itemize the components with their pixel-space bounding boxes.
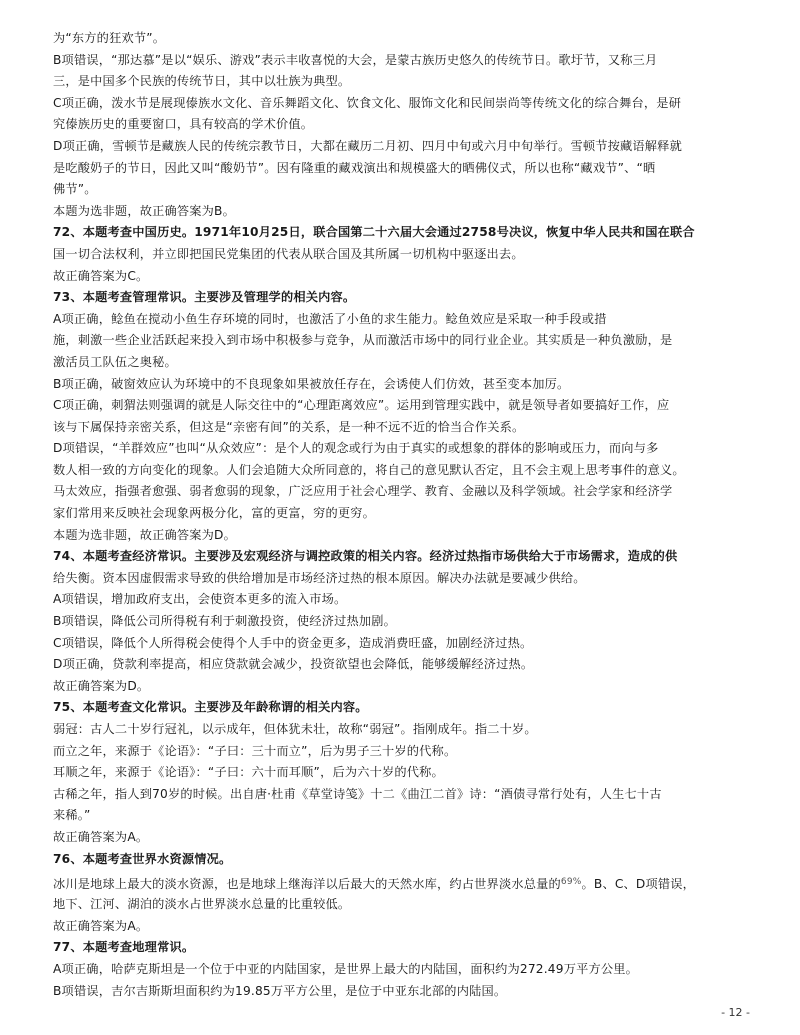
question-heading-75: 75、本题考查文化常识。主要涉及年龄称谓的相关内容。 <box>53 700 368 715</box>
text-line: 家们常用来反映社会现象两极分化，富的更富，穷的更穷。 <box>53 506 376 521</box>
text-line: 为“东方的狂欢节”。 <box>53 31 166 45</box>
question-heading-72: 72、本题考查中国历史。1971年10月25日，联合国第二十六届大会通过2758号决议，恢复中华人民共和国在联合 <box>53 225 695 240</box>
answer-line: 故正确答案为A。 <box>53 918 149 933</box>
text-line: 数人相一致的方向变化的现象。人们会追随大众所同意的，将自己的意见默认否定，且不会主观上思考事件的意义。 <box>53 462 685 477</box>
text-line: B项正确，破窗效应认为环境中的不良现象如果被放任存在，会诱使人们仿效，甚至变本加厉。 <box>53 376 570 391</box>
text-line: 激活员工队伍之奥秘。 <box>53 354 177 369</box>
text-line: 是吃酸奶子的节日，因此又叫“酸奶节”。因有隆重的藏戏演出和规模盛大的晒佛仪式，所以也称“藏戏节”、“晒 <box>53 160 656 175</box>
document-body <box>53 28 753 1002</box>
text-line: B项错误，吉尔吉斯斯坦面积约为19.85万平方公里，是位于中亚东北部的内陆国。 <box>53 983 507 998</box>
answer-line: 故正确答案为A。 <box>53 829 149 844</box>
text-line: 来稀。” <box>53 808 91 823</box>
text-line: 该与下属保持亲密关系，但这是“亲密有间”的关系，是一种不远不近的恰当合作关系。 <box>53 419 525 434</box>
glacier-tail: 。B、C、D项错误， <box>581 877 696 892</box>
answer-line: 故正确答案为D。 <box>53 678 150 693</box>
text-line: 三，是中国多个民族的传统节日，其中以壮族为典型。 <box>53 74 351 89</box>
text-line: C项正确，泼水节是展现傣族水文化、音乐舞蹈文化、饮食文化、服饰文化和民间崇尚等传统文化的综合舞台，是研 <box>53 95 682 110</box>
text-line: D项错误，“羊群效应”也叫“从众效应”：是个人的观念或行为由于真实的或想象的群体的影响或压力，而向与多 <box>53 441 659 456</box>
text-line: 国一切合法权利，并立即把国民党集团的代表从联合国及其所属一切机构中驱逐出去。 <box>53 246 524 261</box>
text-line: C项错误，降低个人所得税会使得个人手中的资金更多，造成消费旺盛，加剧经济过热。 <box>53 635 533 650</box>
page-number: - 12 - <box>721 1006 750 1019</box>
text-line: B项错误，“那达慕”是以“娱乐、游戏”表示丰收喜悦的大会，是蒙古族历史悠久的传统节日。歌圩节，又称三月 <box>53 52 658 67</box>
text-line: A项错误，增加政府支出，会使资本更多的流入市场。 <box>53 592 347 607</box>
answer-line: 本题为选非题，故正确答案为B。 <box>53 203 235 218</box>
text-line: 古稀之年，指人到70岁的时候。出自唐·杜甫《草堂诗笺》十二《曲江二首》诗：“酒债寻常行处有，人生七十古 <box>53 786 662 801</box>
question-heading-74: 74、本题考查经济常识。主要涉及宏观经济与调控政策的相关内容。经济过热指市场供给大于市场需求，造成的供 <box>53 549 678 564</box>
text-line: 而立之年，来源于《论语》：“子曰：三十而立”，后为男子三十岁的代称。 <box>53 743 457 758</box>
question-heading-73: 73、本题考查管理常识。主要涉及管理学的相关内容。 <box>53 290 356 305</box>
text-line: A项正确，鲶鱼在搅动小鱼生存环境的同时，也激活了小鱼的求生能力。鲶鱼效应是采取一种手段或措 <box>53 311 607 326</box>
text-line: D项正确，雪顿节是藏族人民的传统宗教节日，大都在藏历二月初、四月中旬或六月中旬举行。雪顿节按藏语解释就 <box>53 138 682 153</box>
text-line: D项正确，贷款利率提高，相应贷款就会减少，投资欲望也会降低，能够缓解经济过热。 <box>53 657 534 672</box>
text-line: 究傣族历史的重要窗口，具有较高的学术价值。 <box>53 117 314 132</box>
text-line: C项正确，刺猬法则强调的就是人际交往中的“心理距离效应”。运用到管理实践中，就是领导者如要搞好工作，应 <box>53 398 670 413</box>
text-line: 马太效应，指强者愈强、弱者愈弱的现象，广泛应用于社会心理学、教育、金融以及科学领域。社会学家和经济学 <box>53 484 673 499</box>
text-line: 地下、江河、湖泊的淡水占世界淡水总量的比重较低。 <box>53 897 351 912</box>
text-line: 弱冠：古人二十岁行冠礼，以示成年，但体犹未壮，故称“弱冠”。指刚成年。指二十岁。 <box>53 722 537 736</box>
answer-line: 故正确答案为C。 <box>53 268 149 283</box>
text-line: B项错误，降低公司所得税有利于刺激投资，使经济过热加剧。 <box>53 614 397 629</box>
text-line: 佛节”。 <box>53 182 97 197</box>
question-heading-77: 77、本题考查地理常识。 <box>53 940 195 955</box>
question-heading-76: 76、本题考查世界水资源情况。 <box>53 851 232 866</box>
text-line: 耳顺之年，来源于《论语》：“子曰：六十而耳顺”，后为六十岁的代称。 <box>53 765 444 780</box>
text-line: A项正确，哈萨克斯坦是一个位于中亚的内陆国家，是世界上最大的内陆国，面积约为272.49万平方公里。 <box>53 961 639 976</box>
glacier-percent: 69% <box>560 877 582 888</box>
glacier-text: 冰川是地球上最大的淡水资源，也是地球上继海洋以后最大的天然水库，约占世界淡水总量的 <box>53 877 561 892</box>
glacier-line <box>53 870 753 894</box>
text-line: 给失衡。资本因虚假需求导致的供给增加是市场经济过热的根本原因。解决办法就是要减少供给。 <box>53 570 586 585</box>
text-line: 施，刺激一些企业活跃起来投入到市场中积极参与竞争，从而激活市场中的同行业企业。其实质是一种负激励，是 <box>53 333 673 348</box>
answer-line: 本题为选非题，故正确答案为D。 <box>53 527 237 542</box>
